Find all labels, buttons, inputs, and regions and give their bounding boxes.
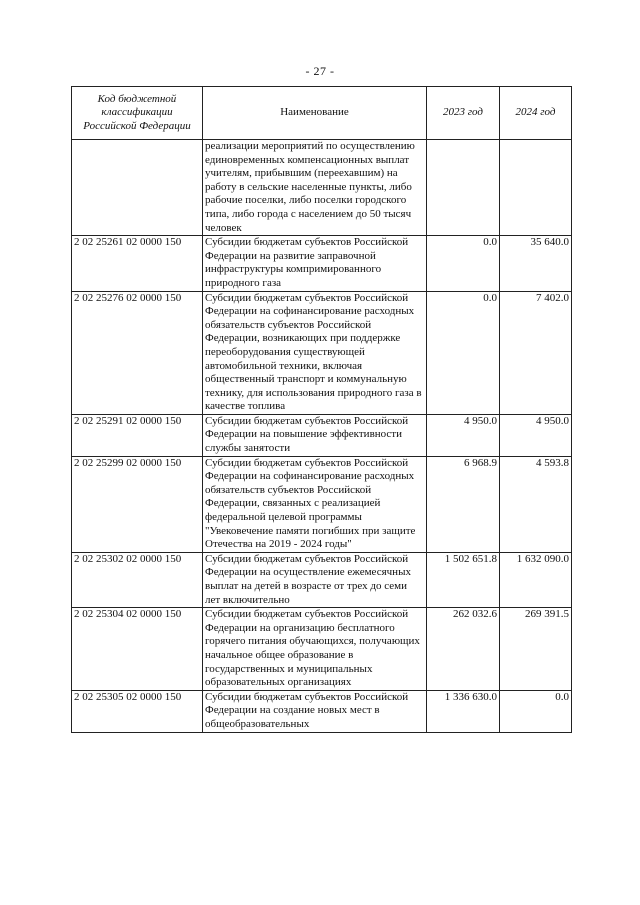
row-2023 [427,140,500,236]
table-row [72,140,572,236]
row-2024: 0.0 [500,690,572,732]
header-2024: 2024 год [500,87,572,140]
row-name: Субсидии бюджетам субъектов Российской Федерации на создание новых мест в общеобразовательных [203,690,427,732]
row-2024: 1 632 090.0 [500,552,572,607]
row-code [72,140,203,236]
table-row [72,414,572,456]
row-2024: 269 391.5 [500,608,572,691]
table-row [72,690,572,732]
row-name: Субсидии бюджетам субъектов Российской Федерации на повышение эффективности службы занятости [203,414,427,456]
row-name: Субсидии бюджетам субъектов Российской Федерации на софинансирование расходных обязательств субъектов Российской Федерации, связанных с реализацией федеральной целевой программы "Увековечение памяти погибших при защите Отечества на 2019 - 2024 годы" [203,456,427,552]
row-code: 2 02 25291 02 0000 150 [72,414,203,456]
row-code: 2 02 25261 02 0000 150 [72,236,203,291]
row-2024: 4 593.8 [500,456,572,552]
table-row [72,552,572,607]
row-2024: 35 640.0 [500,236,572,291]
row-2024 [500,140,572,236]
row-code: 2 02 25304 02 0000 150 [72,608,203,691]
row-2023: 1 502 651.8 [427,552,500,607]
header-2023: 2023 год [427,87,500,140]
row-2023: 1 336 630.0 [427,690,500,732]
row-2023: 4 950.0 [427,414,500,456]
table-row [72,291,572,414]
header-code: Код бюджетной классификации Российской Федерации [72,87,203,140]
row-2024: 7 402.0 [500,291,572,414]
header-name: Наименование [203,87,427,140]
row-code: 2 02 25299 02 0000 150 [72,456,203,552]
row-name: Субсидии бюджетам субъектов Российской Федерации на осуществление ежемесячных выплат на детей в возрасте от трех до семи лет включительно [203,552,427,607]
table-row [72,456,572,552]
row-name: Субсидии бюджетам субъектов Российской Федерации на софинансирование расходных обязательств субъектов Российской Федерации, возникающих при поддержке переоборудования существующей автомобильной техники, включая общественный транспорт и коммунальную технику, для использования природного газа в качестве топлива [203,291,427,414]
row-2023: 0.0 [427,291,500,414]
row-name: реализации мероприятий по осуществлению единовременных компенсационных выплат учителям, прибывшим (переехавшим) на работу в сельские населенные пункты, либо рабочие поселки, либо поселки городского типа, либо города с населением до 50 тысяч человек [203,140,427,236]
row-2023: 262 032.6 [427,608,500,691]
row-code: 2 02 25305 02 0000 150 [72,690,203,732]
row-code: 2 02 25276 02 0000 150 [72,291,203,414]
table-row [72,608,572,691]
row-2024: 4 950.0 [500,414,572,456]
page-number: - 27 - [305,64,335,78]
row-2023: 6 968.9 [427,456,500,552]
row-code: 2 02 25302 02 0000 150 [72,552,203,607]
row-2023: 0.0 [427,236,500,291]
table-row [72,236,572,291]
row-name: Субсидии бюджетам субъектов Российской Федерации на организацию бесплатного горячего питания обучающихся, получающих начальное общее образование в государственных и муниципальных образовательных организациях [203,608,427,691]
budget-table [71,86,572,733]
table-header-row [72,87,572,140]
row-name: Субсидии бюджетам субъектов Российской Федерации на развитие заправочной инфраструктуры компримированного природного газа [203,236,427,291]
